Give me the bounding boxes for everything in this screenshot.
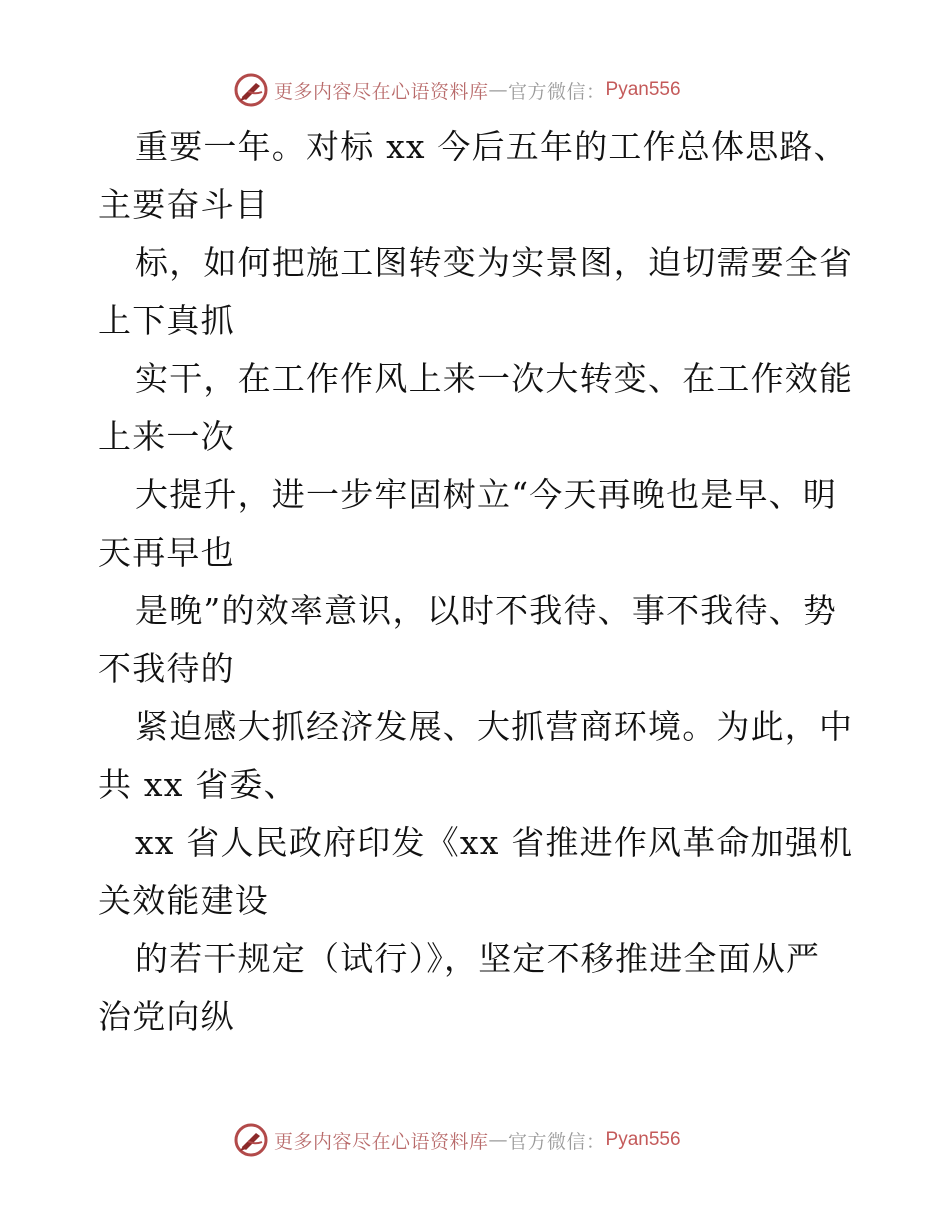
banner-dash: — xyxy=(488,79,509,101)
paragraph-line: 天再早也 xyxy=(98,533,235,572)
paragraph-line: 大提升，进一步牢固树立“今天再晚也是早、明 xyxy=(135,475,838,514)
paragraph-line: 主要奋斗目 xyxy=(98,185,269,224)
paragraph-line: 上下真抓 xyxy=(98,301,235,340)
paragraph-line: 关效能建设 xyxy=(98,881,269,920)
banner-wechat-label: 官方微信： xyxy=(508,80,606,103)
header-banner xyxy=(234,70,681,110)
body-text xyxy=(98,118,858,1046)
pen-logo-icon xyxy=(234,1123,268,1157)
paragraph-line: xx 省人民政府印发《xx 省推进作风革命加强机 xyxy=(135,823,854,862)
banner-wechat-id: Pyan556 xyxy=(605,79,681,100)
paragraph-line: 的若干规定（试行）》，坚定不移推进全面从严 xyxy=(135,939,821,978)
banner-main-text: 更多内容尽在心语资料库 xyxy=(274,1130,489,1153)
paragraph-line: 标，如何把施工图转变为实景图，迫切需要全省 xyxy=(135,243,854,282)
paragraph-line: 共 xx 省委、 xyxy=(98,765,298,804)
footer-banner xyxy=(234,1120,681,1160)
paragraph-line: 不我待的 xyxy=(98,649,235,688)
paragraph-line: 紧迫感大抓经济发展、大抓营商环境。为此，中 xyxy=(135,707,854,746)
paragraph-line: 治党向纵 xyxy=(98,997,235,1036)
pen-logo-icon xyxy=(234,73,268,107)
banner-wechat-label: 官方微信： xyxy=(508,1130,606,1153)
banner-dash: — xyxy=(488,1129,509,1151)
banner-wechat-id: Pyan556 xyxy=(605,1129,681,1150)
paragraph-line: 是晚”的效率意识，以时不我待、事不我待、势 xyxy=(135,591,838,630)
paragraph-line: 上来一次 xyxy=(98,417,235,456)
banner-main-text: 更多内容尽在心语资料库 xyxy=(274,80,489,103)
paragraph-line: 重要一年。对标 xx 今后五年的工作总体思路、 xyxy=(135,127,848,166)
paragraph-line: 实干，在工作作风上来一次大转变、在工作效能 xyxy=(135,359,854,398)
